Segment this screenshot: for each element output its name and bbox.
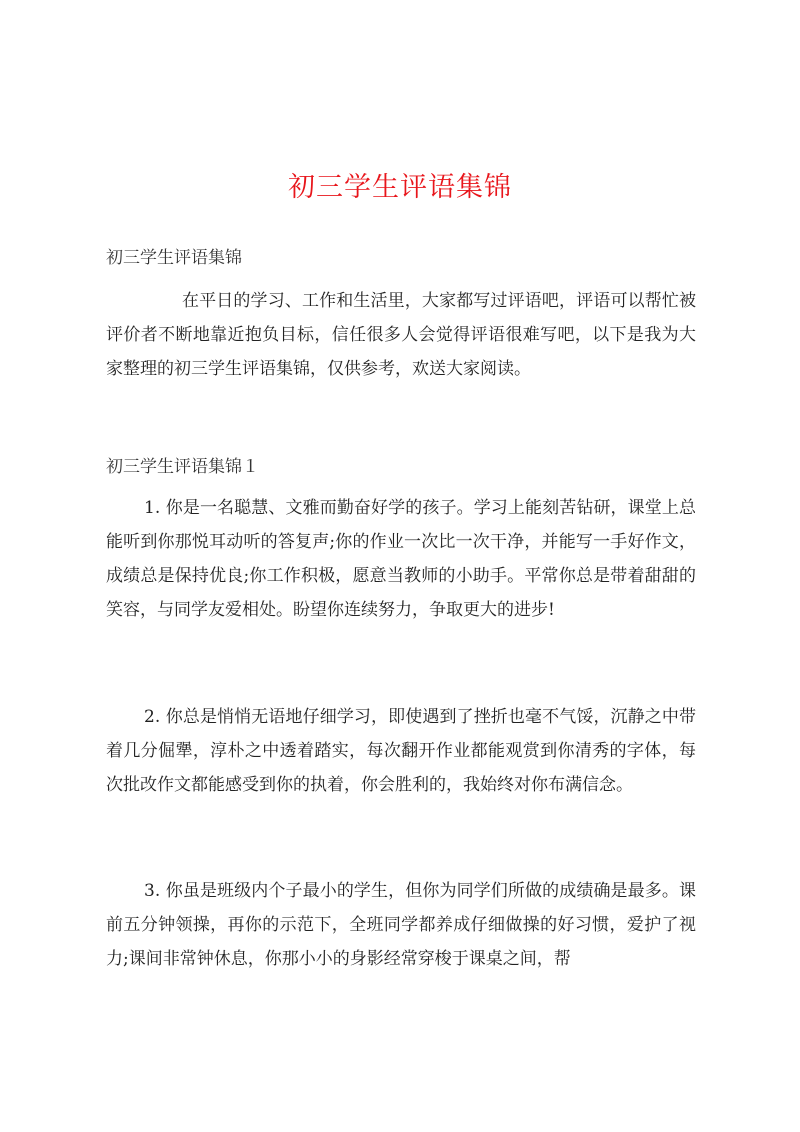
document-title: 初三学生评语集锦 xyxy=(288,172,512,203)
document-subtitle: 初三学生评语集锦 xyxy=(106,248,242,268)
intro-paragraph: 在平日的学习、工作和生活里，大家都写过评语吧，评语可以帮忙被评价者不断地靠近抱负目标，信任很多人会觉得评语很难写吧，以下是我为大家整理的初三学生评语集锦，仅供参考，欢送大家阅读。 xyxy=(106,291,696,379)
comment-paragraph-1: 1. 你是一名聪慧、文雅而勤奋好学的孩子。学习上能刻苦钻研，课堂上总能听到你那悦耳动听的答复声;你的作业一次比一次干净，并能写一手好作文，成绩总是保持优良;你工作积极，愿意当教师的小助手。平常你总是带着甜甜的笑容，与同学友爱相处。盼望你连续努力，争取更大的进步! xyxy=(106,498,696,620)
comment-paragraph-3: 3. 你虽是班级内个子最小的学生，但你为同学们所做的成绩确是最多。课前五分钟领操，再你的示范下，全班同学都养成仔细做操的好习惯，爱护了视力;课间非常钟休息，你那小小的身影经常穿梭于课桌之间，帮 xyxy=(106,881,696,969)
comment-paragraph-2: 2. 你总是悄悄无语地仔细学习，即使遇到了挫折也毫不气馁，沉静之中带着几分倔犟，淳朴之中透着踏实，每次翻开作业都能观赏到你清秀的字体，每次批改作文都能感受到你的执着，你会胜利的，我始终对你布满信念。 xyxy=(106,707,696,795)
section-heading: 初三学生评语集锦１ xyxy=(106,457,259,477)
